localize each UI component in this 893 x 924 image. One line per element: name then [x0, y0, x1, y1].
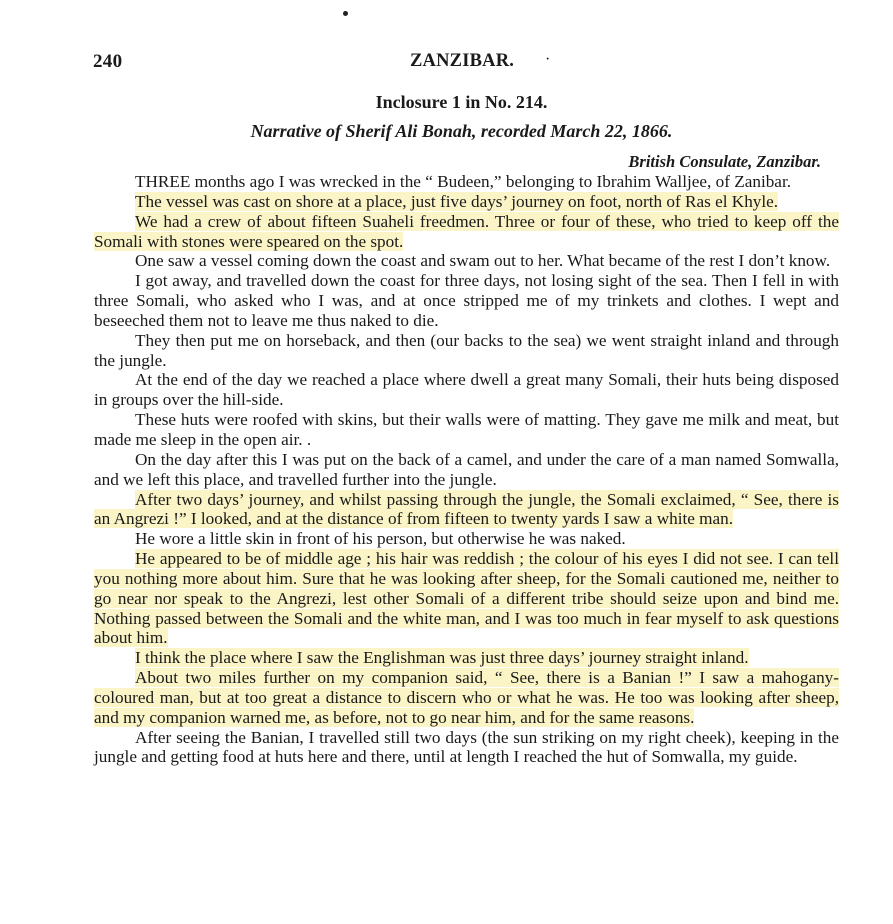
ink-dot: [343, 11, 348, 16]
paragraph: We had a crew of about fifteen Suaheli freedmen. Three or four of these, who tried to keep off the Somali with stones were speared on the spot.: [94, 211, 839, 251]
inclosure-heading: Inclosure 1 in No. 214.: [375, 92, 548, 112]
dateline: British Consulate, Zanzibar.: [628, 152, 821, 171]
paragraph: He wore a little skin in front of his person, but otherwise he was naked.: [135, 529, 626, 549]
paragraph: After two days’ journey, and whilst passing through the jungle, the Somali exclaimed, “ See, there is an Angrezi !” I looked, and at the distance of from fifteen to twenty yards I saw a white man.: [94, 489, 839, 529]
paragraph: THREE months ago I was wrecked in the “ Budeen,” belonging to Ibrahim Walljee, of Zanibar.: [135, 172, 792, 191]
paragraph: About two miles further on my companion said, “ See, there is a Banian !” I saw a mahogany-coloured man, but at too great a distance to discern who or what he was. He too was looking after sheep, and my companion warned me, as before, not to go near him, and for the same reasons.: [94, 668, 839, 727]
header-mark: ·: [545, 51, 551, 68]
page-header: [0, 51, 893, 77]
page-number: 240: [93, 51, 123, 72]
paragraph: After seeing the Banian, I travelled still two days (the sun striking on my right cheek), keeping in the jungle and getting food at huts here and there, until at length I reached the hut of Somwalla, my guide.: [94, 727, 839, 767]
paragraph: At the end of the day we reached a place where dwell a great many Somali, their huts being disposed in groups over the hill-side.: [94, 370, 839, 410]
paragraph: They then put me on horseback, and then (our backs to the sea) we went straight inland and through the jungle.: [94, 330, 839, 370]
paragraph: He appeared to be of middle age ; his hair was reddish ; the colour of his eyes I did not see. I can tell you nothing more about him. Sure that he was looking after sheep, for the Somali cautioned me, neither to go near nor speak to the Angrezi, lest other Somali of a different tribe should seize upon and bind me. Nothing passed between the Somali and the white man, and I was too much in fear myself to ask questions about him.: [94, 549, 839, 648]
running-title: ZANZIBAR.: [410, 51, 515, 71]
paragraph: I got away, and travelled down the coast for three days, not losing sight of the sea. Then I fell in with three Somali, who asked who I was, and at once stripped me of my trinkets and clothes. I wept and beseeched them not to leave me thus naked to die.: [94, 271, 839, 330]
paragraph: These huts were roofed with skins, but their walls were of matting. They gave me milk and meat, but made me sleep in the open air. .: [94, 410, 839, 449]
paragraph: One saw a vessel coming down the coast and swam out to her. What became of the rest I don’t know.: [135, 251, 831, 271]
document-body: [94, 172, 839, 767]
narrative-title: Narrative of Sherif Ali Bonah, recorded March 22, 1866.: [250, 121, 673, 141]
paragraph: I think the place where I saw the Englishman was just three days’ journey straight inland.: [135, 648, 749, 668]
paragraph: On the day after this I was put on the back of a camel, and under the care of a man named Somwalla, and we left this place, and travelled further into the jungle.: [94, 449, 839, 489]
paragraph: The vessel was cast on shore at a place, just five days’ journey on foot, north of Ras el Khyle.: [135, 191, 779, 211]
